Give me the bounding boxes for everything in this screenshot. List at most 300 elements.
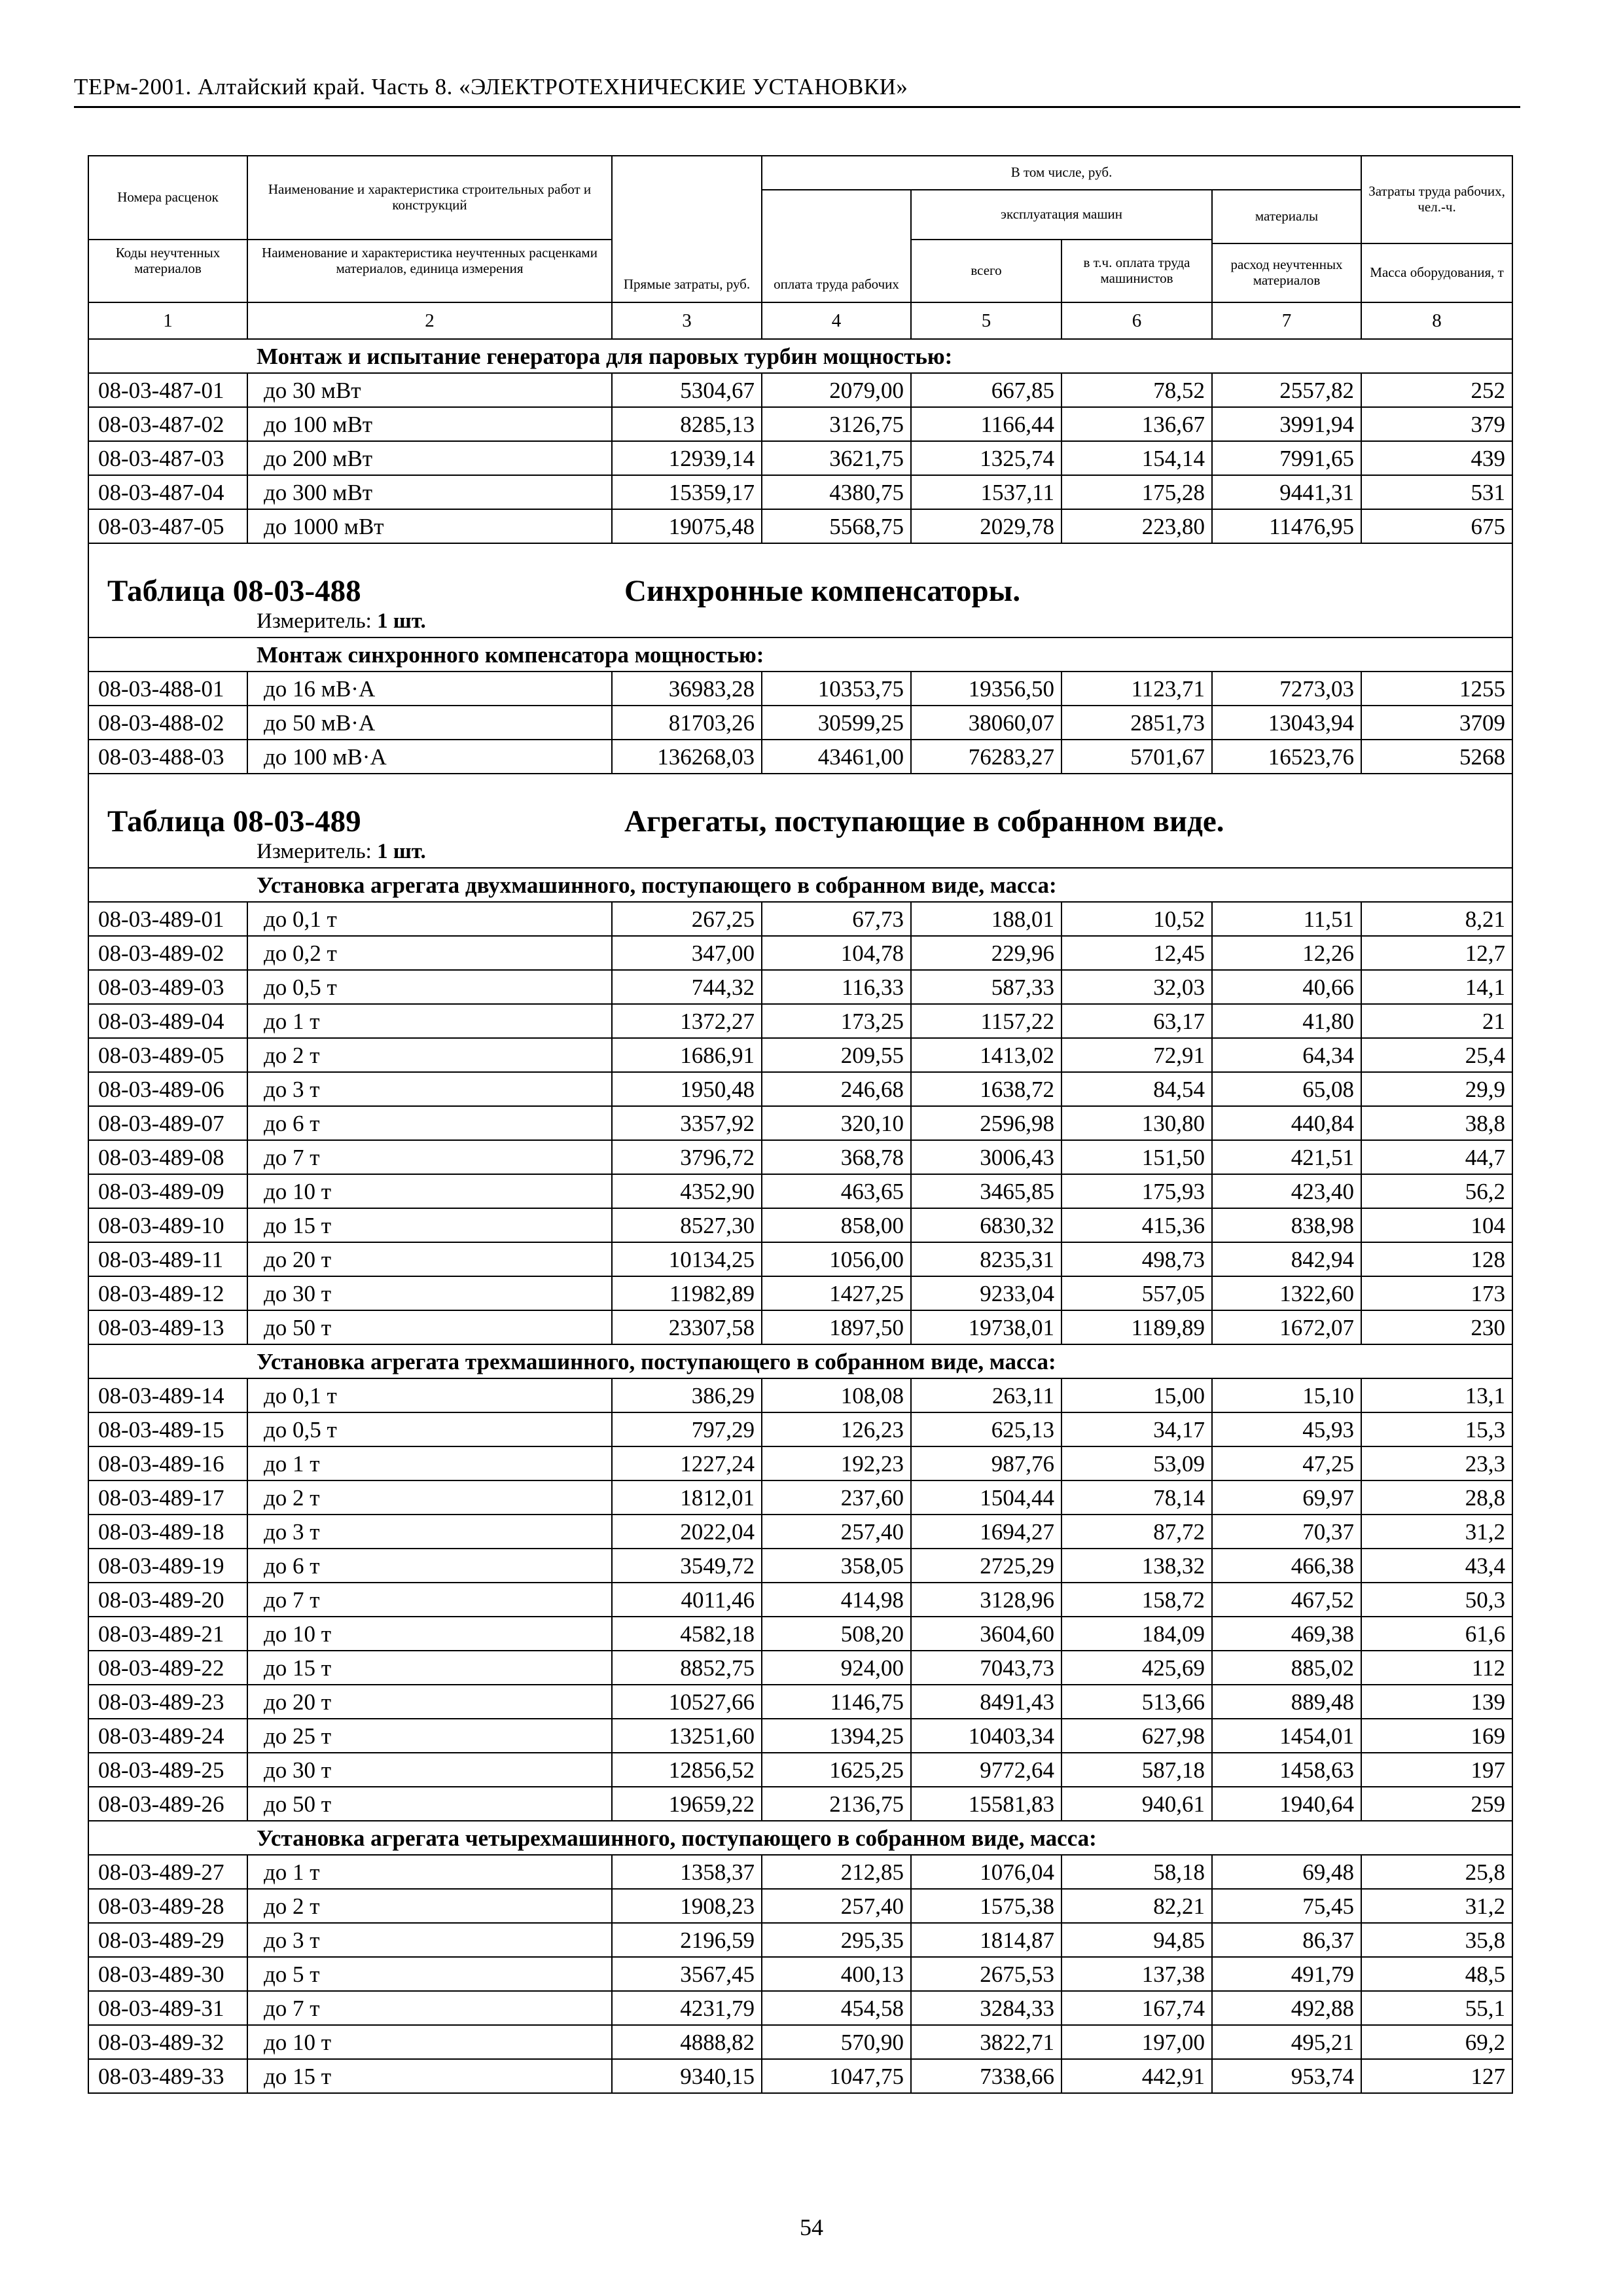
labor-cost: 127 [1361,2059,1512,2093]
direct-costs: 3567,45 [612,1957,762,1991]
materials: 65,08 [1212,1072,1361,1106]
machines-total: 1166,44 [911,407,1061,441]
labor-pay: 212,85 [762,1855,911,1889]
machinist-pay: 498,73 [1061,1242,1212,1276]
machinist-pay: 184,09 [1061,1617,1212,1651]
machines-total: 7338,66 [911,2059,1061,2093]
work-name: до 1 т [247,1004,612,1038]
hdr-name-bottom: Наименование и характеристика неучтенных расценками материалов, единица измерения [247,240,612,302]
materials: 491,79 [1212,1957,1361,1991]
machines-total: 3128,96 [911,1583,1061,1617]
machinist-pay: 158,72 [1061,1583,1212,1617]
table-title-cell [88,543,1512,611]
rate-code: 08-03-489-12 [88,1276,247,1310]
hdr-including: В том числе, руб. [762,156,1361,190]
materials: 953,74 [1212,2059,1361,2093]
col-number: 3 [612,302,762,339]
labor-pay: 246,68 [762,1072,911,1106]
col-number: 4 [762,302,911,339]
rate-code: 08-03-488-01 [88,672,247,706]
materials: 421,51 [1212,1140,1361,1174]
labor-pay: 116,33 [762,970,911,1004]
machines-total: 1537,11 [911,475,1061,509]
work-name: до 25 т [247,1719,612,1753]
measure-row [88,841,1512,868]
table-row [88,1549,1512,1583]
labor-pay: 1146,75 [762,1685,911,1719]
materials: 423,40 [1212,1174,1361,1208]
table-row [88,706,1512,740]
section-heading-row [88,637,1512,672]
labor-pay: 5568,75 [762,509,911,543]
labor-pay: 454,58 [762,1991,911,2025]
table-row [88,1004,1512,1038]
labor-cost: 439 [1361,441,1512,475]
rate-code: 08-03-489-02 [88,936,247,970]
work-name: до 300 мВт [247,475,612,509]
rate-code: 08-03-489-03 [88,970,247,1004]
labor-cost: 15,3 [1361,1412,1512,1446]
table-title-row [88,774,1512,841]
machines-total: 625,13 [911,1412,1061,1446]
labor-cost: 14,1 [1361,970,1512,1004]
labor-cost: 50,3 [1361,1583,1512,1617]
table-row [88,970,1512,1004]
direct-costs: 1686,91 [612,1038,762,1072]
table-row [88,1480,1512,1515]
labor-cost: 104 [1361,1208,1512,1242]
measure-value: 1 шт. [377,841,426,863]
hdr-materials-unaccounted: расход неучтенных материалов [1212,243,1361,302]
rate-code: 08-03-489-28 [88,1889,247,1923]
col-number: 7 [1212,302,1361,339]
labor-pay: 126,23 [762,1412,911,1446]
direct-costs: 3357,92 [612,1106,762,1140]
labor-cost: 35,8 [1361,1923,1512,1957]
rate-code: 08-03-489-09 [88,1174,247,1208]
table-row [88,2059,1512,2093]
rate-code: 08-03-489-33 [88,2059,247,2093]
labor-cost: 128 [1361,1242,1512,1276]
machinist-pay: 82,21 [1061,1889,1212,1923]
machines-total: 2675,53 [911,1957,1061,1991]
rate-code: 08-03-489-07 [88,1106,247,1140]
labor-pay: 4380,75 [762,475,911,509]
rate-code: 08-03-489-06 [88,1072,247,1106]
machines-total: 1814,87 [911,1923,1061,1957]
table-row [88,441,1512,475]
machinist-pay: 197,00 [1061,2025,1212,2059]
hdr-labor-pay: оплата труда рабочих [762,190,911,302]
table-row [88,1412,1512,1446]
table-row [88,1889,1512,1923]
table-row [88,740,1512,774]
labor-cost: 675 [1361,509,1512,543]
materials: 3991,94 [1212,407,1361,441]
direct-costs: 1227,24 [612,1446,762,1480]
machines-total: 10403,34 [911,1719,1061,1753]
direct-costs: 19075,48 [612,509,762,543]
work-name: до 7 т [247,1583,612,1617]
machines-total: 1694,27 [911,1515,1061,1549]
materials: 1454,01 [1212,1719,1361,1753]
rate-code: 08-03-489-31 [88,1991,247,2025]
work-name: до 30 т [247,1753,612,1787]
rate-code: 08-03-487-05 [88,509,247,543]
section-heading-row [88,1344,1512,1378]
direct-costs: 4888,82 [612,2025,762,2059]
direct-costs: 10527,66 [612,1685,762,1719]
direct-costs: 11982,89 [612,1276,762,1310]
col-number: 1 [88,302,247,339]
rate-code: 08-03-489-25 [88,1753,247,1787]
labor-pay: 257,40 [762,1515,911,1549]
table-row [88,1787,1512,1821]
machines-total: 6830,32 [911,1208,1061,1242]
machinist-pay: 12,45 [1061,936,1212,970]
materials: 69,48 [1212,1855,1361,1889]
measure-value: 1 шт. [377,611,426,633]
materials: 41,80 [1212,1004,1361,1038]
labor-pay: 173,25 [762,1004,911,1038]
section-heading: Установка агрегата четырехмашинного, поступающего в собранном виде, масса: [88,1821,1512,1855]
direct-costs: 386,29 [612,1378,762,1412]
table-row [88,1753,1512,1787]
direct-costs: 136268,03 [612,740,762,774]
rate-code: 08-03-488-03 [88,740,247,774]
machines-total: 3006,43 [911,1140,1061,1174]
direct-costs: 81703,26 [612,706,762,740]
hdr-direct-costs: Прямые затраты, руб. [612,156,762,302]
machinist-pay: 151,50 [1061,1140,1212,1174]
machinist-pay: 72,91 [1061,1038,1212,1072]
direct-costs: 1950,48 [612,1072,762,1106]
labor-pay: 358,05 [762,1549,911,1583]
rate-code: 08-03-489-01 [88,902,247,936]
table-row [88,1208,1512,1242]
machines-total: 3604,60 [911,1617,1061,1651]
machinist-pay: 10,52 [1061,902,1212,936]
rate-code: 08-03-489-05 [88,1038,247,1072]
machinist-pay: 940,61 [1061,1787,1212,1821]
hdr-code-bottom: Коды неучтенных материалов [88,240,247,302]
direct-costs: 10134,25 [612,1242,762,1276]
work-name: до 6 т [247,1106,612,1140]
direct-costs: 8527,30 [612,1208,762,1242]
labor-pay: 1427,25 [762,1276,911,1310]
labor-pay: 3126,75 [762,407,911,441]
machines-total: 1157,22 [911,1004,1061,1038]
machines-total: 8491,43 [911,1685,1061,1719]
machines-total: 229,96 [911,936,1061,970]
labor-cost: 28,8 [1361,1480,1512,1515]
machinist-pay: 63,17 [1061,1004,1212,1038]
machines-total: 9772,64 [911,1753,1061,1787]
rate-code: 08-03-487-03 [88,441,247,475]
labor-cost: 25,4 [1361,1038,1512,1072]
machines-total: 19738,01 [911,1310,1061,1344]
machines-total: 9233,04 [911,1276,1061,1310]
rate-code: 08-03-489-29 [88,1923,247,1957]
section-heading-row [88,1821,1512,1855]
labor-cost: 13,1 [1361,1378,1512,1412]
work-name: до 15 т [247,2059,612,2093]
rate-code: 08-03-489-27 [88,1855,247,1889]
rate-code: 08-03-487-04 [88,475,247,509]
col-number: 6 [1061,302,1212,339]
direct-costs: 1908,23 [612,1889,762,1923]
machinist-pay: 2851,73 [1061,706,1212,740]
labor-pay: 3621,75 [762,441,911,475]
machines-total: 2029,78 [911,509,1061,543]
materials: 492,88 [1212,1991,1361,2025]
measure-row [88,611,1512,637]
labor-pay: 570,90 [762,2025,911,2059]
machinist-pay: 167,74 [1061,1991,1212,2025]
materials: 70,37 [1212,1515,1361,1549]
materials: 12,26 [1212,936,1361,970]
section-heading: Монтаж и испытание генератора для паровых турбин мощностью: [88,339,1512,373]
direct-costs: 36983,28 [612,672,762,706]
hdr-name-top: Наименование и характеристика строительных работ и конструкций [247,156,612,240]
materials: 69,97 [1212,1480,1361,1515]
section-heading: Монтаж синхронного компенсатора мощностью: [88,637,1512,672]
labor-pay: 1047,75 [762,2059,911,2093]
table-row [88,475,1512,509]
work-name: до 50 мВ·А [247,706,612,740]
labor-pay: 67,73 [762,902,911,936]
direct-costs: 1812,01 [612,1480,762,1515]
rate-code: 08-03-489-16 [88,1446,247,1480]
labor-pay: 1394,25 [762,1719,911,1753]
machines-total: 1504,44 [911,1480,1061,1515]
machines-total: 2725,29 [911,1549,1061,1583]
direct-costs: 12856,52 [612,1753,762,1787]
labor-pay: 508,20 [762,1617,911,1651]
rates-table [88,155,1513,2094]
labor-pay: 463,65 [762,1174,911,1208]
machines-total: 587,33 [911,970,1061,1004]
machinist-pay: 84,54 [1061,1072,1212,1106]
table-row [88,1378,1512,1412]
materials: 1458,63 [1212,1753,1361,1787]
table-row [88,1685,1512,1719]
labor-pay: 104,78 [762,936,911,970]
rate-code: 08-03-489-18 [88,1515,247,1549]
labor-cost: 29,9 [1361,1072,1512,1106]
materials: 75,45 [1212,1889,1361,1923]
hdr-machines-total: всего [911,240,1061,302]
labor-cost: 61,6 [1361,1617,1512,1651]
materials: 13043,94 [1212,706,1361,740]
materials: 1940,64 [1212,1787,1361,1821]
labor-pay: 414,98 [762,1583,911,1617]
direct-costs: 23307,58 [612,1310,762,1344]
work-name: до 1000 мВт [247,509,612,543]
direct-costs: 4352,90 [612,1174,762,1208]
machinist-pay: 415,36 [1061,1208,1212,1242]
rate-code: 08-03-489-14 [88,1378,247,1412]
work-name: до 1 т [247,1446,612,1480]
work-name: до 7 т [247,1140,612,1174]
labor-cost: 531 [1361,475,1512,509]
materials: 838,98 [1212,1208,1361,1242]
table-row [88,1855,1512,1889]
labor-cost: 139 [1361,1685,1512,1719]
table-row [88,1719,1512,1753]
table-row [88,1923,1512,1957]
materials: 47,25 [1212,1446,1361,1480]
measure-cell [88,611,1512,637]
machinist-pay: 15,00 [1061,1378,1212,1412]
machines-total: 3284,33 [911,1991,1061,2025]
work-name: до 30 т [247,1276,612,1310]
materials: 45,93 [1212,1412,1361,1446]
materials: 440,84 [1212,1106,1361,1140]
rate-code: 08-03-489-30 [88,1957,247,1991]
measure-label: Измеритель: [257,841,372,863]
table-title-cell [88,774,1512,841]
rate-code: 08-03-489-04 [88,1004,247,1038]
work-name: до 3 т [247,1923,612,1957]
rate-code: 08-03-489-26 [88,1787,247,1821]
materials: 469,38 [1212,1617,1361,1651]
table-row [88,1446,1512,1480]
rate-code: 08-03-489-17 [88,1480,247,1515]
measure-label: Измеритель: [257,611,372,633]
labor-cost: 48,5 [1361,1957,1512,1991]
labor-pay: 30599,25 [762,706,911,740]
machinist-pay: 32,03 [1061,970,1212,1004]
machinist-pay: 130,80 [1061,1106,1212,1140]
labor-pay: 368,78 [762,1140,911,1174]
labor-pay: 192,23 [762,1446,911,1480]
direct-costs: 12939,14 [612,441,762,475]
labor-pay: 1056,00 [762,1242,911,1276]
rate-code: 08-03-487-01 [88,373,247,407]
machinist-pay: 1123,71 [1061,672,1212,706]
labor-pay: 858,00 [762,1208,911,1242]
column-numbers-row [88,302,1512,339]
direct-costs: 15359,17 [612,475,762,509]
direct-costs: 1372,27 [612,1004,762,1038]
work-name: до 3 т [247,1072,612,1106]
table-row [88,1072,1512,1106]
labor-cost: 8,21 [1361,902,1512,936]
work-name: до 0,1 т [247,902,612,936]
running-header: ТЕРм-2001. Алтайский край. Часть 8. «ЭЛЕКТРОТЕХНИЧЕСКИЕ УСТАНОВКИ» [74,74,908,99]
materials: 7273,03 [1212,672,1361,706]
machines-total: 76283,27 [911,740,1061,774]
rate-code: 08-03-489-08 [88,1140,247,1174]
table-title: Агрегаты, поступающие в собранном виде. [624,804,1224,838]
table-row [88,1515,1512,1549]
machinist-pay: 53,09 [1061,1446,1212,1480]
labor-cost: 56,2 [1361,1174,1512,1208]
rate-code: 08-03-489-20 [88,1583,247,1617]
machines-total: 188,01 [911,902,1061,936]
materials: 7991,65 [1212,441,1361,475]
materials: 2557,82 [1212,373,1361,407]
section-heading-row [88,339,1512,373]
materials: 889,48 [1212,1685,1361,1719]
work-name: до 16 мВ·А [247,672,612,706]
header-rule [74,106,1520,108]
materials: 1672,07 [1212,1310,1361,1344]
rate-code: 08-03-489-21 [88,1617,247,1651]
machinist-pay: 175,93 [1061,1174,1212,1208]
labor-cost: 31,2 [1361,1515,1512,1549]
machinist-pay: 1189,89 [1061,1310,1212,1344]
machinist-pay: 138,32 [1061,1549,1212,1583]
direct-costs: 13251,60 [612,1719,762,1753]
materials: 9441,31 [1212,475,1361,509]
machinist-pay: 513,66 [1061,1685,1212,1719]
labor-pay: 257,40 [762,1889,911,1923]
labor-pay: 400,13 [762,1957,911,1991]
materials: 11,51 [1212,902,1361,936]
table-row [88,509,1512,543]
machines-total: 1325,74 [911,441,1061,475]
table-row [88,1174,1512,1208]
work-name: до 20 т [247,1685,612,1719]
machinist-pay: 154,14 [1061,441,1212,475]
rate-code: 08-03-487-02 [88,407,247,441]
labor-cost: 1255 [1361,672,1512,706]
work-name: до 15 т [247,1208,612,1242]
table-row [88,1038,1512,1072]
direct-costs: 4231,79 [612,1991,762,2025]
machinist-pay: 5701,67 [1061,740,1212,774]
rate-code: 08-03-488-02 [88,706,247,740]
direct-costs: 8852,75 [612,1651,762,1685]
labor-cost: 69,2 [1361,2025,1512,2059]
labor-cost: 5268 [1361,740,1512,774]
direct-costs: 267,25 [612,902,762,936]
materials: 16523,76 [1212,740,1361,774]
materials: 466,38 [1212,1549,1361,1583]
machinist-pay: 557,05 [1061,1276,1212,1310]
labor-pay: 237,60 [762,1480,911,1515]
work-name: до 10 т [247,1174,612,1208]
direct-costs: 1358,37 [612,1855,762,1889]
work-name: до 2 т [247,1480,612,1515]
table-row [88,373,1512,407]
rate-code: 08-03-489-23 [88,1685,247,1719]
machines-total: 1638,72 [911,1072,1061,1106]
work-name: до 1 т [247,1855,612,1889]
section-heading: Установка агрегата трехмашинного, поступающего в собранном виде, масса: [88,1344,1512,1378]
work-name: до 3 т [247,1515,612,1549]
labor-pay: 108,08 [762,1378,911,1412]
machinist-pay: 587,18 [1061,1753,1212,1787]
direct-costs: 744,32 [612,970,762,1004]
rate-code: 08-03-489-32 [88,2025,247,2059]
hdr-equipment-mass: Масса оборудования, т [1361,243,1512,302]
labor-pay: 2079,00 [762,373,911,407]
machines-total: 38060,07 [911,706,1061,740]
work-name: до 0,5 т [247,1412,612,1446]
direct-costs: 2196,59 [612,1923,762,1957]
work-name: до 15 т [247,1651,612,1685]
work-name: до 5 т [247,1957,612,1991]
rate-code: 08-03-489-22 [88,1651,247,1685]
direct-costs: 4011,46 [612,1583,762,1617]
labor-cost: 112 [1361,1651,1512,1685]
machinist-pay: 87,72 [1061,1515,1212,1549]
table-row [88,407,1512,441]
labor-pay: 1625,25 [762,1753,911,1787]
